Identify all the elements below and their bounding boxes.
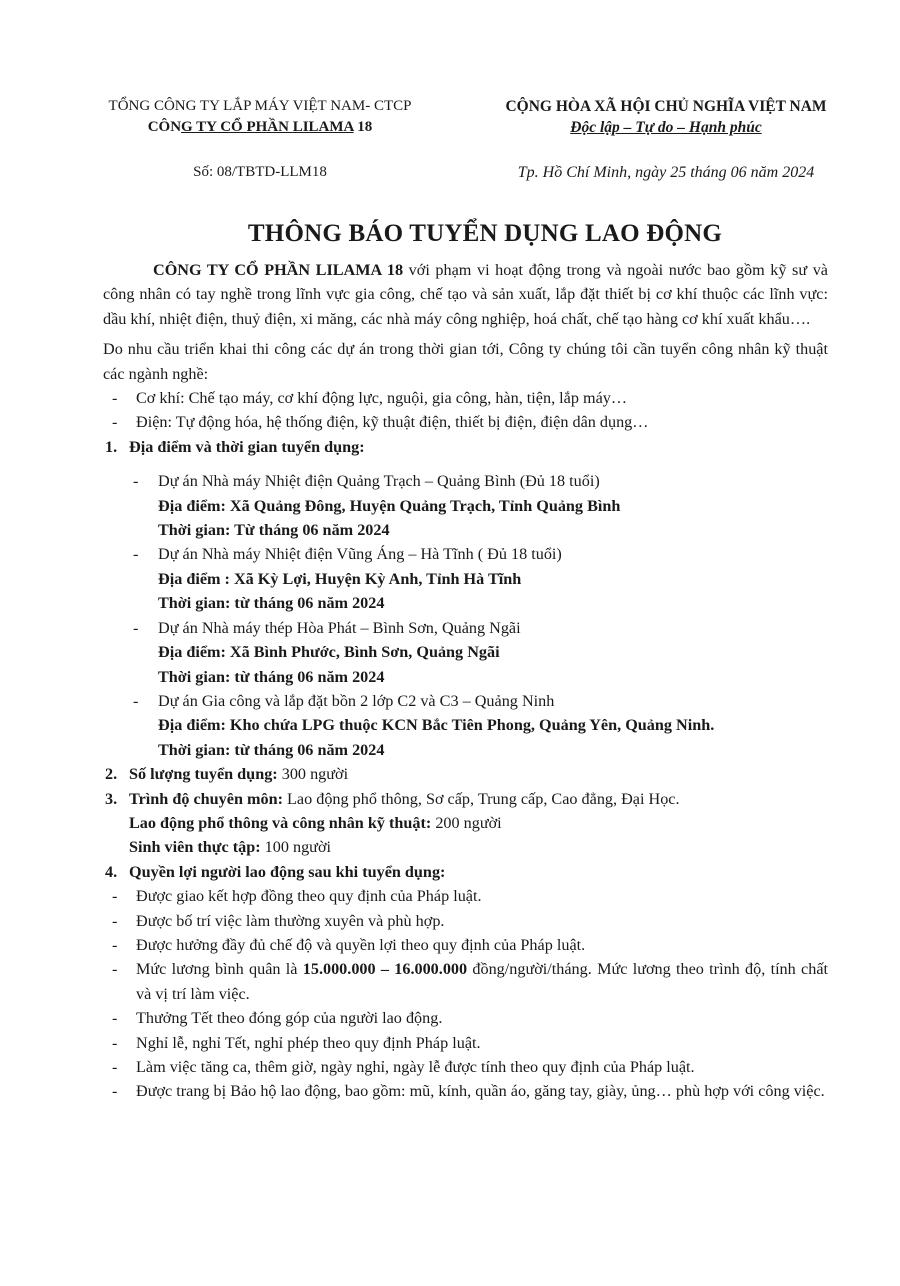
parent-organization: TỔNG CÔNG TY LẮP MÁY VIỆT NAM- CTCP xyxy=(108,98,412,114)
list-item: - Được hưởng đầy đủ chế độ và quyền lợi theo quy định của Pháp luật. xyxy=(103,933,828,957)
worker-count-line xyxy=(103,811,828,835)
benefits-list xyxy=(103,884,828,1104)
qualification-levels: Lao động phổ thông, Sơ cấp, Trung cấp, Cao đẳng, Đại Học. xyxy=(282,789,680,808)
document-body xyxy=(103,258,828,1104)
company-name-underlined: G TY CỔ PHẦN LILAMA xyxy=(181,119,354,135)
project-time: Thời gian: từ tháng 06 năm 2024 xyxy=(158,594,385,613)
document-title: THÔNG BÁO TUYỂN DỤNG LAO ĐỘNG xyxy=(247,220,723,247)
project-location: Địa điểm: Xã Bình Phước, Bình Sơn, Quảng Ngãi xyxy=(158,643,500,662)
worker-count-value: 200 người xyxy=(431,813,502,832)
worker-count-label: Lao động phổ thông và công nhân kỹ thuật: xyxy=(129,813,432,832)
company-name xyxy=(60,117,460,138)
project-name: Dự án Nhà máy thép Hòa Phát – Bình Sơn, Quảng Ngãi xyxy=(158,618,521,637)
project-list xyxy=(103,469,828,762)
intro-company-name: CÔNG TY CỔ PHẦN LILAMA 18 xyxy=(153,261,404,279)
project-time: Thời gian: từ tháng 06 năm 2024 xyxy=(158,667,385,686)
issuer-block xyxy=(60,96,460,138)
section-number: 1. xyxy=(105,437,118,456)
list-item: - Điện: Tự động hóa, hệ thống điện, kỹ thuật điện, thiết bị điện, điện dân dụng… xyxy=(103,410,828,434)
salary-suffix: đồng/người/tháng. Mức lương theo trình độ, tính chất và vị trí làm việc. xyxy=(136,960,828,1003)
section-title: Địa điểm và thời gian tuyển dụng: xyxy=(129,437,365,456)
section-1-heading xyxy=(103,435,828,459)
section-title: Số lượng tuyển dụng: xyxy=(129,765,278,784)
project-item xyxy=(129,689,828,762)
project-item xyxy=(129,542,828,615)
intern-count-label: Sinh viên thực tập: xyxy=(129,838,261,857)
company-name-prefix: CÔN xyxy=(147,119,182,135)
salary-range: 15.000.000 – 16.000.000 xyxy=(302,960,468,979)
list-item: - Được bố trí việc làm thường xuyên và phù hợp. xyxy=(103,909,828,933)
project-name: Dự án Nhà máy Nhiệt điện Quảng Trạch – Quảng Bình (Đủ 18 tuổi) xyxy=(158,472,600,491)
project-location: Địa điểm : Xã Kỳ Lợi, Huyện Kỳ Anh, Tỉnh Hà Tĩnh xyxy=(158,569,522,588)
recruit-count: 300 người xyxy=(277,765,349,784)
project-name: Dự án Nhà máy Nhiệt điện Vũng Áng – Hà Tĩnh ( Đủ 18 tuổi) xyxy=(158,545,562,564)
section-number: 3. xyxy=(105,789,118,808)
intro-text: với phạm vi hoạt động trong và ngoài nước bao gồm kỹ sư và công nhân có tay nghề trong lĩnh vực gia công, chế tạo và sản xuất, lắp đặt thiết bị cơ khí thuộc các lĩnh vực: dầu khí, nhiệt điện, thuỷ điện, xi măng, các nhà máy công nghiệp, hoá chất, chế tạo hàng cơ khí xuất khẩu…. xyxy=(103,261,828,328)
project-location: Địa điểm: Kho chứa LPG thuộc KCN Bắc Tiên Phong, Quảng Yên, Quảng Ninh. xyxy=(158,716,715,735)
list-item: - Cơ khí: Chế tạo máy, cơ khí động lực, nguội, gia công, hàn, tiện, lắp máy… xyxy=(103,386,828,410)
national-header xyxy=(470,96,862,138)
list-item: - Nghỉ lễ, nghỉ Tết, nghỉ phép theo quy định Pháp luật. xyxy=(103,1031,828,1055)
salary-prefix: Mức lương bình quân là xyxy=(136,960,303,979)
document-number: Số: 08/TBTD-LLM18 xyxy=(193,164,327,180)
section-number: 2. xyxy=(105,765,118,784)
intern-count-value: 100 người xyxy=(260,838,332,857)
list-item: - Làm việc tăng ca, thêm giờ, ngày nghỉ, ngày lễ được tính theo quy định của Pháp luật. xyxy=(103,1055,828,1079)
republic-name: CỘNG HÒA XÃ HỘI CHỦ NGHĨA VIỆT NAM xyxy=(505,98,827,115)
intro-paragraph xyxy=(103,258,828,331)
salary-item xyxy=(103,957,828,1006)
document-date: Tp. Hồ Chí Minh, ngày 25 tháng 06 năm 2024 xyxy=(517,164,815,181)
list-item: - Được giao kết hợp đồng theo quy định của Pháp luật. xyxy=(103,884,828,908)
project-time: Thời gian: từ tháng 06 năm 2024 xyxy=(158,740,385,759)
section-number: 4. xyxy=(105,862,118,881)
list-item: - Được trang bị Bảo hộ lao động, bao gồm: mũ, kính, quần áo, găng tay, giày, ủng… phù hợp với công việc. xyxy=(103,1079,828,1103)
project-time: Thời gian: Từ tháng 06 năm 2024 xyxy=(158,521,390,540)
recruitment-need: Do nhu cầu triển khai thi công các dự án trong thời gian tới, Công ty chúng tôi cần tuyển công nhân kỹ thuật các ngành nghề: xyxy=(103,340,828,383)
section-4-heading xyxy=(103,860,828,884)
company-name-suffix: 18 xyxy=(353,119,373,135)
intern-count-line xyxy=(103,835,828,859)
list-item: - Thưởng Tết theo đóng góp của người lao động. xyxy=(103,1006,828,1030)
section-2-heading xyxy=(103,762,828,786)
section-title: Trình độ chuyên môn: xyxy=(129,789,283,808)
national-motto: Độc lập – Tự do – Hạnh phúc xyxy=(570,119,762,136)
project-name: Dự án Gia công và lắp đặt bồn 2 lớp C2 và C3 – Quảng Ninh xyxy=(158,691,555,710)
project-location: Địa điểm: Xã Quảng Đông, Huyện Quảng Trạch, Tỉnh Quảng Bình xyxy=(158,496,621,515)
section-3-heading xyxy=(103,787,828,811)
section-title: Quyền lợi người lao động sau khi tuyển dụng: xyxy=(129,862,446,881)
project-item xyxy=(129,616,828,689)
trades-list xyxy=(103,386,828,435)
project-item xyxy=(129,469,828,542)
